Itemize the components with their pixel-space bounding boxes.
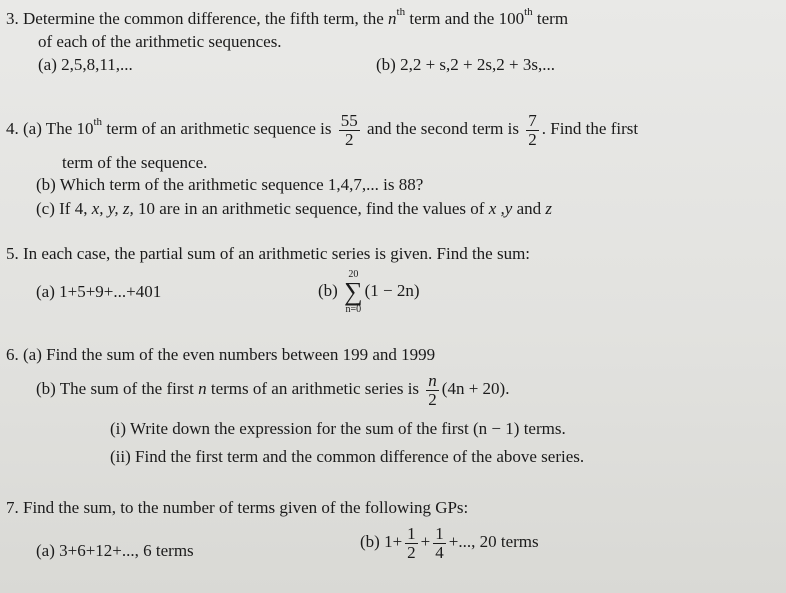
q7-b-terms: 20 terms xyxy=(475,532,539,551)
q4-part-c xyxy=(36,199,552,219)
q3-hundred: 100 xyxy=(498,9,525,28)
q4-fraction-55-2 xyxy=(339,112,360,149)
q4-a-tail: . Find the first xyxy=(541,119,639,138)
sigma-symbol xyxy=(344,269,363,315)
q7-fraction-1-4 xyxy=(433,525,446,562)
q3-n-var: n xyxy=(388,9,397,28)
q3-line2: of each of the arithmetic sequences. xyxy=(38,32,282,51)
sigma-lower-limit: n=0 xyxy=(345,304,362,316)
q7-a-label: (a) xyxy=(36,541,55,560)
q7-fraction-1-2 xyxy=(405,525,418,562)
q6-part-b xyxy=(36,368,509,410)
q7-f2-num: 1 xyxy=(435,523,444,543)
q3-th-sup-1: th xyxy=(396,6,406,19)
q4-frac2-den: 2 xyxy=(528,129,537,149)
q4-part-b: (b) Which term of the arithmetic sequence 1,4,7,... is 88? xyxy=(36,175,424,194)
q4-frac2-num: 7 xyxy=(528,110,537,130)
q6-b-lead: (b) The sum of the first xyxy=(36,379,199,398)
q6-part-ii: (ii) Find the first term and the common difference of the above series. xyxy=(110,447,585,466)
q6-part-i xyxy=(110,419,566,439)
q7-f1-den: 2 xyxy=(407,542,416,562)
q4-c-xy: x ,y xyxy=(488,199,513,218)
q5-a-label: (a) xyxy=(36,282,55,301)
q3-th-sup-2: th xyxy=(524,6,533,19)
q5-part-b xyxy=(318,263,420,319)
q4-fraction-7-2 xyxy=(526,112,539,149)
q4-part-a-line2: term of the sequence. xyxy=(62,153,208,172)
q7-b-plus: + xyxy=(420,532,431,551)
q5-a-expression: 1+5+9+...+401 xyxy=(59,282,162,301)
q7-f2-den: 4 xyxy=(435,542,444,562)
q4-frac1-num: 55 xyxy=(340,110,358,130)
q6-b-n: n xyxy=(198,379,207,398)
q6-b-expression: (4n + 20). xyxy=(441,379,510,398)
q3-lead: 3. Determine the common difference, the fifth term, the xyxy=(6,9,389,28)
q6-b-mid: terms of an arithmetic series is xyxy=(206,379,424,398)
q3-line1 xyxy=(6,6,569,29)
q3-a-sequence: 2,5,8,11,... xyxy=(61,55,133,74)
q7-text: 7. Find the sum, to the number of terms given of the following GPs: xyxy=(6,498,469,517)
q7-b-label: (b) xyxy=(360,532,380,551)
q3-a-label: (a) xyxy=(38,55,57,74)
q4-frac1-den: 2 xyxy=(344,129,354,149)
q6-i-text: (i) Write down the expression for the sum of the first xyxy=(110,419,474,438)
sigma-glyph: ∑ xyxy=(344,277,363,307)
q6-frac-num: n xyxy=(428,370,437,390)
q7-part-b xyxy=(360,521,539,563)
q7-a-terms: 6 terms xyxy=(138,541,194,560)
q6-i-tail: terms. xyxy=(519,419,566,438)
sigma-upper-limit: 20 xyxy=(348,269,359,281)
q4-a-mid: term of an arithmetic sequence is xyxy=(102,119,336,138)
q3-b-label: (b) xyxy=(376,55,396,74)
q3-part-b xyxy=(376,55,555,75)
q3-b-sequence: 2,2 + s,2 + 2s,2 + 3s,... xyxy=(400,55,555,74)
q4-c-lead: (c) If 4, xyxy=(36,199,92,218)
q4-c-and: and xyxy=(512,199,546,218)
q6-i-expression: (n − 1) xyxy=(473,419,520,438)
q7-part-a xyxy=(36,541,194,561)
q7-a-expression: 3+6+12+..., xyxy=(59,541,139,560)
q3-tail: term xyxy=(532,9,569,28)
q4-c-mid: 10 are in an arithmetic sequence, find the values of xyxy=(133,199,489,218)
q4-c-vars: x, y, z, xyxy=(91,199,134,218)
q7-b-one: 1+ xyxy=(384,532,403,551)
q5-b-expression: (1 − 2n) xyxy=(364,281,420,300)
q4-a-lead: 4. (a) The 10 xyxy=(6,119,94,138)
q5-b-label: (b) xyxy=(318,281,338,300)
q6-frac-den: 2 xyxy=(428,389,437,409)
q5-part-a xyxy=(36,282,161,302)
q3-part-a xyxy=(38,55,133,75)
q7-f1-num: 1 xyxy=(407,523,416,543)
q4-a-mid2: and the second term is xyxy=(362,119,524,138)
q3-mid: term and the xyxy=(405,9,499,28)
q4-part-a-line1 xyxy=(6,108,638,150)
q6-part-a: 6. (a) Find the sum of the even numbers between 199 and 1999 xyxy=(6,345,436,364)
q4-a-th-sup: th xyxy=(93,116,103,129)
q4-c-z: z xyxy=(545,199,552,218)
q5-text: 5. In each case, the partial sum of an arithmetic series is given. Find the sum: xyxy=(6,244,531,263)
q7-b-tail: +..., xyxy=(448,532,476,551)
q6-fraction-n-2 xyxy=(426,372,439,409)
